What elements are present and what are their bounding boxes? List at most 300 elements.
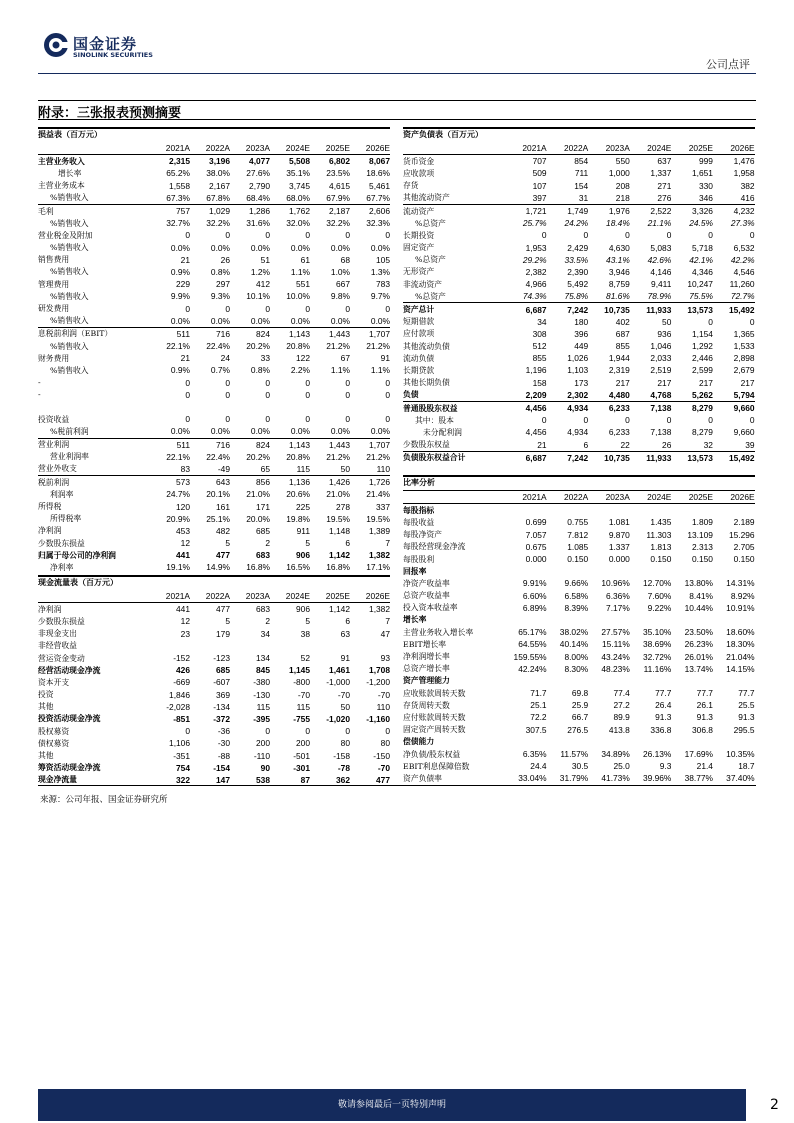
row-value: 40.14%	[559, 639, 589, 650]
row-value: 21.0%	[326, 489, 350, 500]
row-value: 6	[345, 538, 350, 549]
row-value: 43.1%	[606, 254, 630, 265]
row-value: 4,146	[650, 266, 672, 277]
row-value: 1,976	[608, 206, 630, 217]
row-value: 906	[296, 604, 310, 615]
row-value: -301	[293, 762, 310, 773]
row-value: 159.55%	[513, 651, 547, 662]
row-value: 1.435	[650, 517, 672, 528]
row-value: 71.7	[530, 688, 547, 699]
row-value: 6,233	[608, 427, 630, 438]
row-value: 21.2%	[366, 451, 390, 462]
row-value: 0.0%	[330, 315, 350, 326]
row-value: 8,279	[692, 403, 713, 414]
row-value: 11,933	[646, 452, 672, 463]
row-label: 每股指标	[403, 505, 435, 515]
row-value: 322	[176, 774, 190, 785]
row-value: 27.57%	[601, 627, 630, 638]
row-value: 3,946	[608, 266, 630, 277]
row-label: 管理费用	[38, 279, 70, 289]
row-value: 1,106	[169, 738, 190, 749]
row-value: 0.0%	[250, 242, 270, 253]
row-value: 453	[176, 525, 190, 536]
row-value: 115	[296, 463, 310, 474]
row-value: 10,735	[604, 452, 630, 463]
row-value: -70	[337, 689, 350, 700]
row-value: 4,346	[692, 266, 713, 277]
row-value: 9.870	[608, 529, 630, 540]
table-row	[38, 204, 390, 217]
row-value: 0.150	[692, 554, 713, 565]
row-label: %销售收入	[50, 243, 89, 253]
row-value: 9.22%	[647, 602, 672, 613]
row-value: 72.2	[530, 712, 547, 723]
row-value: 171	[256, 501, 270, 512]
row-value: 936	[657, 328, 672, 339]
row-value: 1,533	[733, 341, 755, 352]
row-value: 716	[216, 328, 230, 339]
footer-disclaimer[interactable]: 敬请参阅最后一页特别声明	[38, 1089, 746, 1121]
row-value: 297	[216, 279, 230, 290]
row-label: 主营业务收入增长率	[403, 627, 474, 637]
row-value: 550	[615, 156, 630, 167]
row-value: 1,142	[329, 550, 350, 561]
row-value: 0.0%	[290, 242, 310, 253]
row-value: 1,944	[608, 353, 630, 364]
row-label: 净利润增长率	[403, 652, 450, 662]
row-value: 229	[176, 279, 190, 290]
row-value: 6.58%	[564, 590, 589, 601]
row-value: 63	[340, 628, 350, 639]
year-header-row	[403, 142, 755, 155]
row-value: 477	[376, 774, 390, 785]
row-value: 1,721	[525, 206, 547, 217]
year-header: 2026E	[730, 492, 755, 503]
row-value: 1,443	[329, 328, 350, 339]
row-value: 2.189	[733, 517, 755, 528]
row-value: 10.91%	[726, 602, 755, 613]
row-value: 27.6%	[246, 168, 270, 179]
row-value: 0	[385, 414, 390, 425]
table-row	[38, 302, 390, 314]
header-divider	[38, 73, 756, 74]
row-value: 2,599	[692, 365, 713, 376]
row-value: 9,660	[733, 403, 755, 414]
row-value: 39	[745, 439, 755, 450]
row-label: %销售收入	[50, 365, 89, 375]
row-value: 0	[265, 377, 270, 388]
row-value: 0	[385, 230, 390, 241]
row-value: -395	[253, 713, 270, 724]
row-value: 2,315	[169, 156, 190, 167]
row-value: 5,718	[692, 242, 713, 253]
section-title: 附录：三张报表预测摘要	[38, 106, 182, 121]
row-value: 0.0%	[170, 242, 190, 253]
row-value: 0.0%	[170, 426, 190, 437]
row-value: 1,103	[567, 365, 589, 376]
row-value: 0.0%	[370, 315, 390, 326]
table-row	[403, 389, 755, 401]
row-label: 利润率	[50, 489, 74, 499]
row-value: 9.66%	[564, 578, 589, 589]
row-label: -	[38, 390, 41, 400]
row-label: 负债	[403, 390, 419, 400]
table-row	[403, 254, 755, 266]
year-header: 2022A	[205, 143, 230, 154]
row-value: 1,708	[369, 665, 390, 676]
row-value: 1,443	[329, 439, 350, 450]
row-value: 0.000	[525, 554, 547, 565]
table-row	[38, 488, 390, 500]
table-row	[38, 180, 390, 192]
row-value: 32.2%	[206, 218, 230, 229]
row-label: 每股净资产	[403, 530, 442, 540]
row-label: 主营业务成本	[38, 181, 85, 191]
table-row	[403, 352, 755, 364]
table-row	[38, 315, 390, 327]
table-row	[403, 602, 755, 614]
row-value: 276	[657, 192, 672, 203]
row-value: 75.5%	[689, 291, 713, 302]
row-value: 0	[305, 389, 310, 400]
row-value: 1,143	[289, 328, 310, 339]
row-value: 0	[749, 415, 755, 426]
row-value: 6,687	[525, 452, 547, 463]
row-value: 26.01%	[684, 651, 713, 662]
row-value: 217	[615, 377, 630, 388]
section-bottom-rule	[38, 119, 756, 120]
row-value: 4,768	[650, 389, 672, 400]
row-value: 18.60%	[726, 627, 755, 638]
table-row	[403, 451, 755, 464]
row-value: 845	[256, 665, 270, 676]
row-value: 382	[740, 180, 755, 191]
row-value: 1,426	[329, 477, 350, 488]
row-value: -30	[217, 738, 230, 749]
row-value: 511	[176, 439, 190, 450]
row-label: 其他	[38, 751, 54, 761]
table-row	[38, 229, 390, 241]
source-note: 来源：公司年报、国金证券研究所	[40, 795, 168, 805]
year-header: 2026E	[365, 143, 390, 154]
row-label: 未分配利润	[423, 427, 462, 437]
table-row	[38, 737, 390, 749]
row-value: -2,028	[166, 701, 190, 712]
row-value: 17.1%	[366, 562, 390, 573]
row-value: 26.23%	[684, 639, 713, 650]
row-value: 2.313	[692, 541, 713, 552]
table-row	[38, 377, 390, 389]
row-value: -154	[213, 762, 230, 773]
row-value: 217	[698, 377, 713, 388]
row-value: 2	[265, 616, 270, 627]
row-value: 412	[256, 279, 270, 290]
row-value: 1,337	[650, 168, 672, 179]
row-label: 其他流动资产	[403, 193, 450, 203]
row-value: 179	[216, 628, 230, 639]
row-label: 净利率	[50, 562, 74, 572]
row-value: 43.24%	[601, 651, 630, 662]
row-label: 存货	[403, 181, 419, 191]
row-value: 22.4%	[206, 341, 230, 352]
cashflow-table	[38, 575, 390, 786]
row-value: 402	[615, 316, 630, 327]
row-value: 51	[260, 254, 270, 265]
row-value: 4,934	[567, 427, 589, 438]
row-value: 38.0%	[206, 168, 230, 179]
row-label: 增长率	[403, 615, 427, 625]
row-value: 0.150	[733, 554, 755, 565]
table-row	[38, 425, 390, 437]
row-value: 1,382	[369, 550, 390, 561]
table-row	[403, 736, 755, 748]
row-value: 6,532	[733, 242, 755, 253]
row-label: 毛利	[38, 206, 54, 216]
row-value: 24	[220, 353, 230, 364]
row-value: 9,660	[733, 427, 755, 438]
row-value: 0	[305, 377, 310, 388]
row-value: 2.2%	[290, 365, 310, 376]
table-row	[403, 414, 755, 426]
company-name: 国金证券	[73, 35, 138, 53]
table-row	[38, 615, 390, 627]
row-value: 34	[260, 628, 270, 639]
row-label: %销售收入	[50, 267, 89, 277]
row-value: 0	[265, 726, 270, 737]
row-value: 25.1%	[206, 513, 230, 524]
row-value: 1,143	[289, 439, 310, 450]
row-value: 15.296	[728, 529, 755, 540]
row-value: 0.7%	[210, 365, 230, 376]
row-value: 21.1%	[647, 218, 672, 229]
row-label: 流动资产	[403, 206, 435, 216]
table-row	[38, 352, 390, 364]
row-value: 1,365	[733, 328, 755, 339]
year-header: 2025E	[325, 591, 350, 602]
row-value: 7.057	[525, 529, 547, 540]
row-value: 161	[216, 501, 230, 512]
row-value: 0	[708, 230, 713, 241]
row-value: 0	[305, 726, 310, 737]
row-value: 295.5	[733, 724, 755, 735]
row-value: 271	[657, 180, 672, 191]
row-value: 0	[625, 415, 630, 426]
row-value: 22.1%	[166, 451, 190, 462]
table-row	[38, 549, 390, 561]
row-value: -49	[217, 463, 230, 474]
table-row	[403, 504, 755, 516]
row-value: 6	[345, 616, 350, 627]
row-value: 83	[180, 463, 190, 474]
row-value: 16.8%	[326, 562, 350, 573]
row-label: 营业利润	[38, 440, 70, 450]
table-row	[38, 762, 390, 774]
year-header: 2025E	[688, 143, 713, 154]
table-row	[38, 266, 390, 278]
table-row	[38, 676, 390, 688]
row-value: 346	[698, 192, 713, 203]
table-row	[38, 438, 390, 451]
row-value: 8.00%	[564, 651, 589, 662]
row-value: 0	[385, 726, 390, 737]
table-row	[38, 603, 390, 615]
table-row	[403, 302, 755, 315]
row-label: 增长率	[58, 168, 82, 178]
year-header: 2022A	[205, 591, 230, 602]
row-value: 441	[176, 550, 190, 561]
row-value: 77.7	[738, 688, 755, 699]
row-value: 6.60%	[522, 590, 547, 601]
row-value: 1,000	[608, 168, 630, 179]
row-value: 1.3%	[370, 266, 390, 277]
row-label: 销售费用	[38, 255, 70, 265]
row-value: 0	[541, 230, 547, 241]
row-value: 81.6%	[606, 291, 630, 302]
table-row	[403, 541, 755, 553]
row-value: 757	[176, 206, 190, 217]
row-value: 0.150	[650, 554, 672, 565]
row-label: %总资产	[415, 255, 446, 265]
row-value: 509	[532, 168, 547, 179]
row-value: 0	[185, 230, 190, 241]
row-label: 固定资产	[403, 243, 435, 253]
row-value: 9.9%	[170, 291, 190, 302]
row-label: 资产负债率	[403, 773, 442, 783]
balance-sheet-table	[403, 127, 755, 464]
table-row	[38, 192, 390, 204]
table-row	[403, 614, 755, 626]
row-value: 0.0%	[250, 315, 270, 326]
table-title: 损益表（百万元）	[38, 127, 390, 142]
table-row	[38, 713, 390, 725]
row-value: 24.4	[530, 761, 547, 772]
table-row	[38, 689, 390, 701]
table-row	[38, 278, 390, 290]
row-value: 158	[532, 377, 547, 388]
row-value: 0	[265, 389, 270, 400]
row-value: 3,196	[209, 156, 230, 167]
row-value: 330	[698, 180, 713, 191]
table-row	[38, 652, 390, 664]
row-value: 2,382	[525, 266, 547, 277]
row-label: 偿债能力	[403, 737, 435, 747]
row-value: 0	[666, 415, 672, 426]
row-value: 7.17%	[606, 602, 630, 613]
row-label: 长期贷款	[403, 365, 435, 375]
row-value: 7,138	[650, 427, 672, 438]
row-value: 667	[336, 279, 350, 290]
row-value: 7.60%	[647, 590, 672, 601]
table-row	[403, 687, 755, 699]
row-value: 20.1%	[206, 489, 230, 500]
row-value: 72.7%	[730, 291, 755, 302]
row-value: -78	[337, 762, 350, 773]
row-value: 110	[376, 463, 390, 474]
table-row	[403, 377, 755, 389]
table-row	[403, 675, 755, 687]
row-value: -501	[293, 750, 310, 761]
row-value: 67.8%	[206, 192, 230, 203]
table-row	[38, 401, 390, 413]
row-value: -70	[377, 689, 390, 700]
row-value: 38	[300, 628, 310, 639]
row-value: 74.3%	[522, 291, 547, 302]
row-value: -123	[213, 653, 230, 664]
row-value: 687	[615, 328, 630, 339]
row-value: -1,200	[366, 677, 390, 688]
year-header: 2024E	[285, 143, 310, 154]
row-value: 0	[385, 303, 390, 314]
row-value: -36	[217, 726, 230, 737]
row-value: 0.0%	[210, 426, 230, 437]
row-value: 80	[380, 738, 390, 749]
row-label: 少数股东损益	[38, 616, 85, 626]
row-value: 21.04%	[726, 651, 755, 662]
row-value: 23.5%	[326, 168, 350, 179]
row-value: 12	[180, 538, 190, 549]
row-label: 净利润	[38, 604, 62, 614]
row-value: 2,319	[608, 365, 630, 376]
table-bottom-rule	[38, 785, 756, 786]
row-label: 其他	[38, 702, 54, 712]
table-row	[38, 327, 390, 340]
company-en-name: SINOLINK SECURITIES	[73, 51, 153, 59]
row-value: 2,519	[650, 365, 672, 376]
row-label: 总资产收益率	[403, 591, 450, 601]
row-value: 855	[615, 341, 630, 352]
row-value: 1,136	[289, 477, 310, 488]
table-row	[403, 650, 755, 662]
row-value: 4,966	[525, 279, 547, 290]
row-label: 资本开支	[38, 677, 70, 687]
row-value: 1.085	[567, 541, 589, 552]
row-value: 7	[385, 538, 390, 549]
row-value: 25.0	[613, 761, 630, 772]
row-value: 0	[225, 414, 230, 425]
row-value: 33.04%	[518, 773, 547, 784]
row-label: 长期投资	[403, 230, 435, 240]
row-value: 5	[225, 616, 230, 627]
row-value: 27.3%	[730, 218, 755, 229]
row-label: 营业外收支	[38, 464, 77, 474]
table-row	[38, 451, 390, 463]
row-value: 217	[657, 377, 672, 388]
year-header: 2025E	[688, 492, 713, 503]
row-label: 所得税率	[50, 514, 82, 524]
row-value: 25.9	[571, 700, 589, 711]
row-value: 2,390	[567, 266, 589, 277]
row-value: 90	[260, 762, 270, 773]
row-value: 10.35%	[726, 749, 755, 760]
row-label: 净负债/股东权益	[403, 749, 461, 759]
row-label: 应付账款周转天数	[403, 712, 466, 722]
row-value: 7,242	[567, 452, 589, 463]
row-label: 总资产增长率	[403, 664, 450, 674]
table-row	[403, 401, 755, 414]
row-value: 413.8	[608, 724, 630, 735]
table-row	[403, 711, 755, 723]
row-value: 0	[185, 377, 190, 388]
year-header-row	[38, 590, 390, 603]
row-value: 1.809	[692, 517, 713, 528]
row-value: 1,476	[733, 156, 755, 167]
table-row	[38, 525, 390, 537]
row-value: 30.5	[571, 761, 589, 772]
row-value: 1,292	[692, 341, 713, 352]
table-title: 资产负债表（百万元）	[403, 127, 755, 142]
row-value: 21.2%	[326, 341, 350, 352]
row-value: 369	[216, 689, 230, 700]
